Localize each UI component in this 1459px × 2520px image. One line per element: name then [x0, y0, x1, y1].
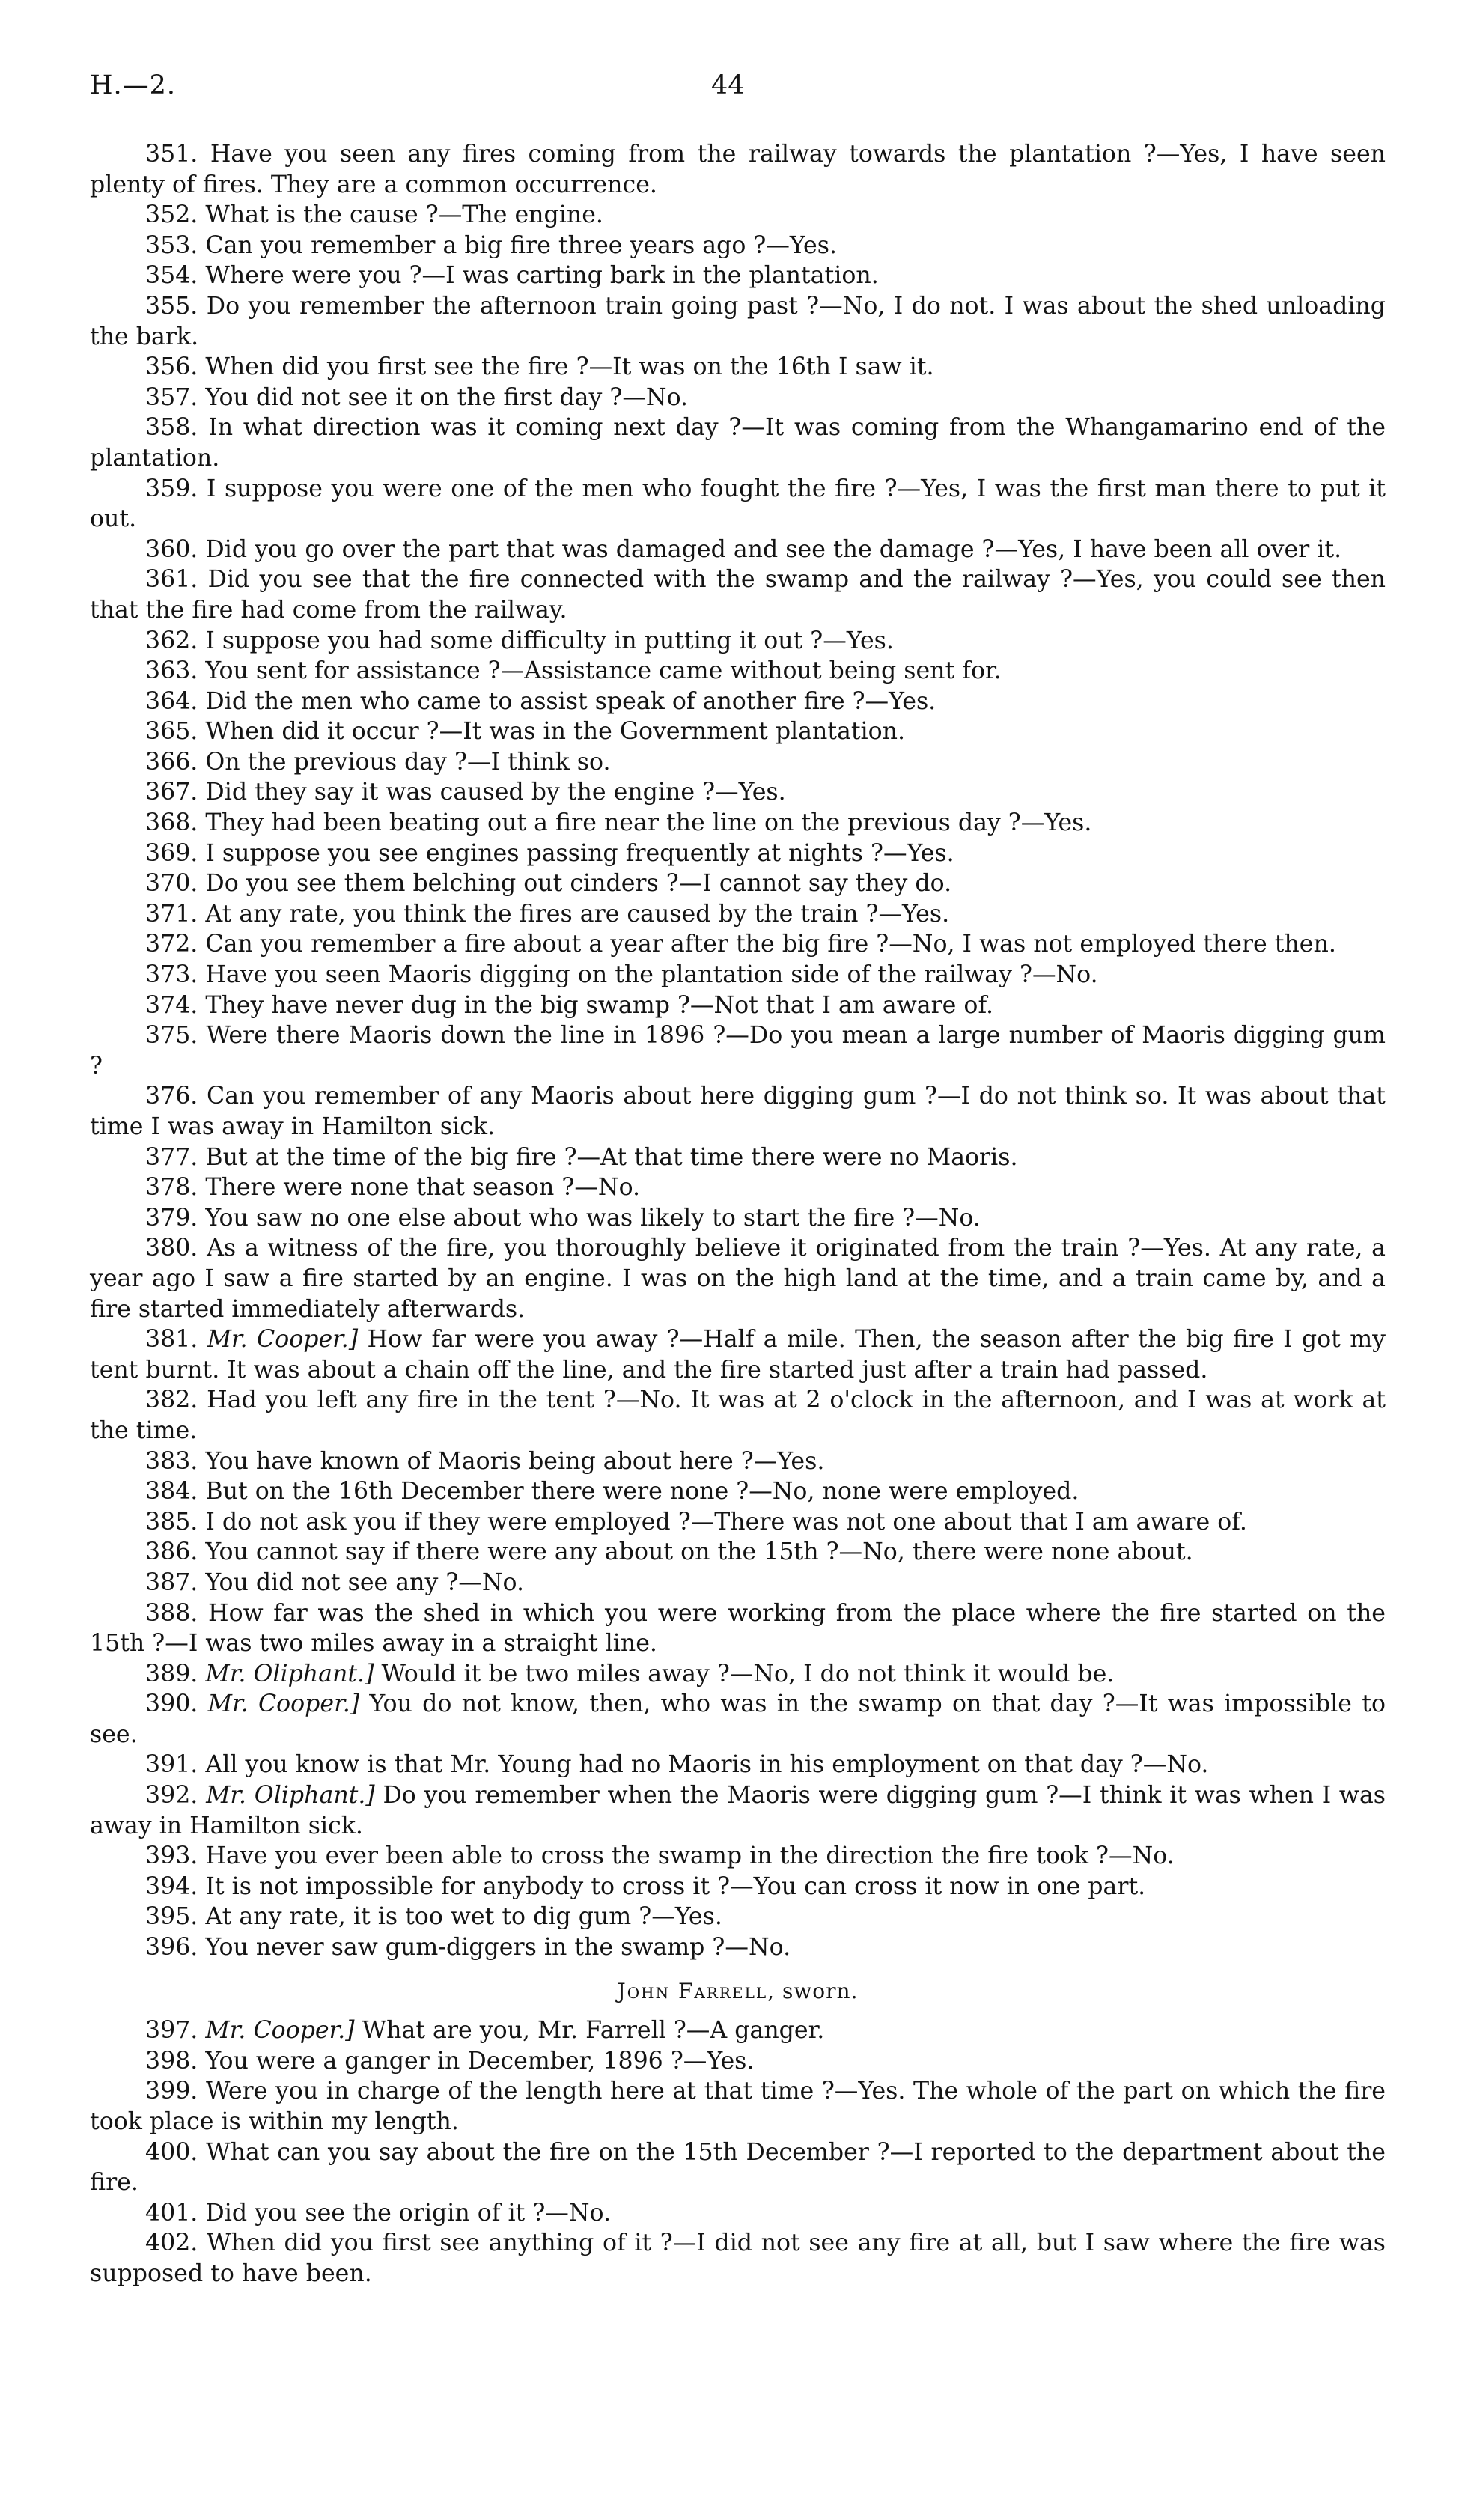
question-400 [90, 2137, 1386, 2198]
question-402 [90, 2228, 1386, 2289]
question-number: 354. [145, 262, 198, 290]
question-text: But at the time of the big fire ?—At that time there were no Maoris. [205, 1143, 1018, 1171]
question-text: All you know is that Mr. Young had no Maoris in his employment on that day ?—No. [205, 1751, 1209, 1779]
question-391 [90, 1750, 1386, 1780]
question-number: 374. [145, 991, 198, 1019]
question-368 [90, 808, 1386, 839]
question-text: I suppose you were one of the men who fought the fire ?—Yes, I was the first man there to put it out. [90, 475, 1386, 533]
question-number: 368. [145, 809, 198, 837]
question-text: You sent for assistance ?—Assistance came without being sent for. [205, 657, 1002, 685]
question-text: When did you first see the fire ?—It was on the 16th I saw it. [205, 353, 934, 381]
question-375 [90, 1020, 1386, 1081]
question-text: When did you first see anything of it ?—I did not see any fire at all, but I saw where the fire was supposed to have been. [90, 2230, 1386, 2287]
question-351 [90, 139, 1386, 200]
question-text: I suppose you had some difficulty in putting it out ?—Yes. [205, 627, 894, 654]
speaker-label: Mr. Oliphant.] [205, 1660, 374, 1687]
question-number: 367. [145, 779, 198, 806]
question-380 [90, 1233, 1386, 1324]
question-number: 364. [145, 687, 198, 715]
question-number: 373. [145, 961, 198, 989]
question-389 [90, 1659, 1386, 1690]
question-390 [90, 1689, 1386, 1750]
question-number: 391. [145, 1751, 198, 1779]
question-number: 370. [145, 870, 198, 898]
question-361 [90, 564, 1386, 625]
question-number: 388. [145, 1599, 198, 1627]
question-list-farrell [90, 2015, 1386, 2289]
question-366 [90, 747, 1386, 778]
question-355 [90, 291, 1386, 352]
question-text: It is not impossible for anybody to cross it ?—You can cross it now in one part. [205, 1872, 1146, 1900]
question-text: Had you left any fire in the tent ?—No. It was at 2 o'clock in the afternoon, and I was at work at the time. [90, 1387, 1386, 1444]
question-number: 381. [145, 1326, 198, 1354]
question-number: 394. [145, 1872, 198, 1900]
question-number: 363. [145, 657, 198, 685]
question-text: There were none that season ?—No. [205, 1174, 641, 1202]
question-number: 382. [145, 1387, 198, 1414]
question-text: Did you see the origin of it ?—No. [205, 2199, 612, 2227]
question-text: How far were you away ?—Half a mile. Then, the season after the big fire I got my tent burnt. It was about a chain off the line, and the fire started just after a train had passed. [90, 1326, 1386, 1384]
question-text: You have known of Maoris being about here ?—Yes. [205, 1447, 825, 1475]
question-number: 353. [145, 231, 198, 259]
question-text: You did not see it on the first day ?—No. [205, 383, 689, 411]
question-371 [90, 899, 1386, 930]
question-text: When did it occur ?—It was in the Government plantation. [205, 718, 906, 746]
question-number: 366. [145, 748, 198, 776]
question-number: 369. [145, 839, 198, 867]
question-number: 402. [145, 2230, 198, 2257]
question-385 [90, 1507, 1386, 1538]
question-number: 372. [145, 931, 198, 958]
witness-name: John Farrell [617, 1978, 768, 2003]
question-text: What are you, Mr. Farrell ?—A ganger. [362, 2017, 825, 2045]
question-text: You saw no one else about who was likely to start the fire ?—No. [205, 1204, 981, 1232]
question-354 [90, 261, 1386, 291]
question-352 [90, 200, 1386, 231]
question-367 [90, 777, 1386, 808]
question-number: 385. [145, 1508, 198, 1536]
question-number: 365. [145, 718, 198, 746]
question-362 [90, 626, 1386, 657]
question-number: 380. [145, 1235, 198, 1262]
question-number: 399. [145, 2078, 198, 2105]
question-text: They had been beating out a fire near the line on the previous day ?—Yes. [205, 809, 1092, 837]
question-text: I do not ask you if they were employed ?—There was not one about that I am aware of. [205, 1508, 1247, 1536]
question-text: At any rate, you think the fires are caused by the train ?—Yes. [205, 900, 950, 928]
question-text: Have you seen any fires coming from the railway towards the plantation ?—Yes, I have seen plenty of fires. They are a common occurrence. [90, 141, 1386, 198]
question-379 [90, 1203, 1386, 1234]
question-386 [90, 1537, 1386, 1568]
question-text: You do not know, then, who was in the swamp on that day ?—It was impossible to see. [90, 1690, 1386, 1748]
question-number: 357. [145, 383, 198, 411]
question-text: Have you ever been able to cross the swamp in the direction the fire took ?—No. [205, 1842, 1175, 1870]
question-number: 393. [145, 1842, 198, 1870]
question-text: Were you in charge of the length here at that time ?—Yes. The whole of the part on which the fire took place is within my length. [90, 2078, 1386, 2135]
page-header [90, 69, 1386, 114]
question-list [90, 139, 1386, 1963]
question-394 [90, 1872, 1386, 1902]
question-358 [90, 413, 1386, 473]
question-number: 397. [145, 2017, 198, 2045]
question-number: 384. [145, 1478, 198, 1506]
question-number: 375. [145, 1022, 198, 1050]
question-396 [90, 1932, 1386, 1963]
question-392 [90, 1780, 1386, 1841]
question-374 [90, 990, 1386, 1021]
question-number: 360. [145, 535, 198, 563]
page-number: 44 [711, 70, 745, 100]
question-text: Did you see that the fire connected with the swamp and the railway ?—Yes, you could see then that the fire had come from the railway. [90, 566, 1386, 624]
question-373 [90, 960, 1386, 990]
question-number: 362. [145, 627, 198, 654]
question-number: 378. [145, 1174, 198, 1202]
question-number: 352. [145, 201, 198, 229]
question-text: What is the cause ?—The engine. [205, 201, 603, 229]
question-text: Where were you ?—I was carting bark in the plantation. [205, 262, 879, 290]
question-number: 359. [145, 475, 198, 502]
question-399 [90, 2076, 1386, 2137]
question-353 [90, 231, 1386, 261]
question-number: 389. [145, 1660, 198, 1687]
question-text: Did you go over the part that was damaged and see the damage ?—Yes, I have been all over it. [205, 535, 1342, 563]
speaker-label: Mr. Cooper.] [207, 1326, 359, 1354]
question-text: You cannot say if there were any about on the 15th ?—No, there were none about. [205, 1539, 1193, 1566]
question-360 [90, 535, 1386, 565]
question-388 [90, 1598, 1386, 1659]
page-body [90, 139, 1386, 2289]
question-number: 395. [145, 1903, 198, 1931]
question-text: What can you say about the fire on the 15th December ?—I reported to the department about the fire. [90, 2138, 1386, 2197]
question-text: At any rate, it is too wet to dig gum ?—Yes. [205, 1903, 722, 1931]
question-text: In what direction was it coming next day ?—It was coming from the Whangamarino end of the plantation. [90, 414, 1386, 472]
question-401 [90, 2198, 1386, 2229]
question-number: 387. [145, 1568, 198, 1596]
question-372 [90, 929, 1386, 960]
question-number: 356. [145, 353, 198, 381]
question-356 [90, 352, 1386, 383]
question-number: 379. [145, 1204, 198, 1232]
question-text: Do you see them belching out cinders ?—I cannot say they do. [205, 870, 952, 898]
question-text: You did not see any ?—No. [205, 1568, 525, 1596]
witness-heading [90, 1976, 1386, 2007]
question-number: 401. [145, 2199, 198, 2227]
question-text: Can you remember a big fire three years ago ?—Yes. [205, 231, 837, 259]
question-text: You were a ganger in December, 1896 ?—Yes. [205, 2047, 755, 2075]
question-number: 400. [145, 2138, 198, 2166]
question-381 [90, 1324, 1386, 1385]
question-number: 361. [145, 566, 198, 594]
question-378 [90, 1172, 1386, 1203]
question-text: You never saw gum-diggers in the swamp ?—No. [205, 1934, 791, 1961]
question-369 [90, 839, 1386, 869]
question-text: Do you remember the afternoon train going past ?—No, I do not. I was about the shed unloading the bark. [90, 292, 1386, 350]
question-number: 376. [145, 1083, 198, 1110]
question-text: But on the 16th December there were none ?—No, none were employed. [205, 1478, 1079, 1506]
question-text: Would it be two miles away ?—No, I do not think it would be. [381, 1660, 1115, 1687]
question-377 [90, 1142, 1386, 1173]
question-397 [90, 2015, 1386, 2046]
speaker-label: Mr. Cooper.] [207, 1690, 360, 1718]
question-number: 390. [145, 1690, 198, 1718]
question-text: On the previous day ?—I think so. [205, 748, 611, 776]
question-number: 396. [145, 1934, 198, 1961]
speaker-label: Mr. Oliphant.] [206, 1782, 375, 1810]
question-text: Have you seen Maoris digging on the plantation side of the railway ?—No. [205, 961, 1098, 989]
question-359 [90, 474, 1386, 535]
question-number: 383. [145, 1447, 198, 1475]
question-text: They have never dug in the big swamp ?—Not that I am aware of. [205, 991, 994, 1019]
question-364 [90, 687, 1386, 717]
question-370 [90, 868, 1386, 899]
question-number: 355. [145, 292, 198, 320]
question-text: Did they say it was caused by the engine ?—Yes. [205, 779, 786, 806]
question-text: I suppose you see engines passing frequently at nights ?—Yes. [205, 839, 954, 867]
question-number: 392. [145, 1782, 198, 1810]
question-365 [90, 716, 1386, 747]
document-id: H.—2. [90, 70, 177, 100]
question-text: Were there Maoris down the line in 1896 ?—Do you mean a large number of Maoris digging gum ? [90, 1022, 1386, 1080]
question-number: 351. [145, 141, 198, 168]
question-number: 371. [145, 900, 198, 928]
question-357 [90, 383, 1386, 413]
question-text: Did the men who came to assist speak of another fire ?—Yes. [205, 687, 936, 715]
question-387 [90, 1568, 1386, 1598]
question-text: How far was the shed in which you were working from the place where the fire started on the 15th ?—I was two miles away in a straight line. [90, 1599, 1386, 1658]
speaker-label: Mr. Cooper.] [205, 2017, 355, 2045]
question-text: Can you remember of any Maoris about here digging gum ?—I do not think so. It was about that time I was away in Hamilton sick. [90, 1083, 1386, 1140]
question-text: Do you remember when the Maoris were digging gum ?—I think it was when I was away in Hamilton sick. [90, 1782, 1386, 1839]
question-number: 377. [145, 1143, 198, 1171]
question-376 [90, 1081, 1386, 1142]
question-395 [90, 1902, 1386, 1932]
question-384 [90, 1476, 1386, 1507]
witness-sworn: , sworn. [767, 1978, 859, 2003]
question-number: 358. [145, 414, 198, 442]
question-383 [90, 1446, 1386, 1477]
question-398 [90, 2046, 1386, 2077]
question-number: 386. [145, 1539, 198, 1566]
question-382 [90, 1385, 1386, 1446]
question-text: Can you remember a fire about a year after the big fire ?—No, I was not employed there then. [205, 931, 1336, 958]
question-393 [90, 1841, 1386, 1872]
question-text: As a witness of the fire, you thoroughly believe it originated from the train ?—Yes. At any rate, a year ago I saw a fire started by an engine. I was on the high land at the time, and a train came by, and a fire started immediately afterwards. [90, 1235, 1386, 1323]
question-363 [90, 656, 1386, 687]
question-number: 398. [145, 2047, 198, 2075]
